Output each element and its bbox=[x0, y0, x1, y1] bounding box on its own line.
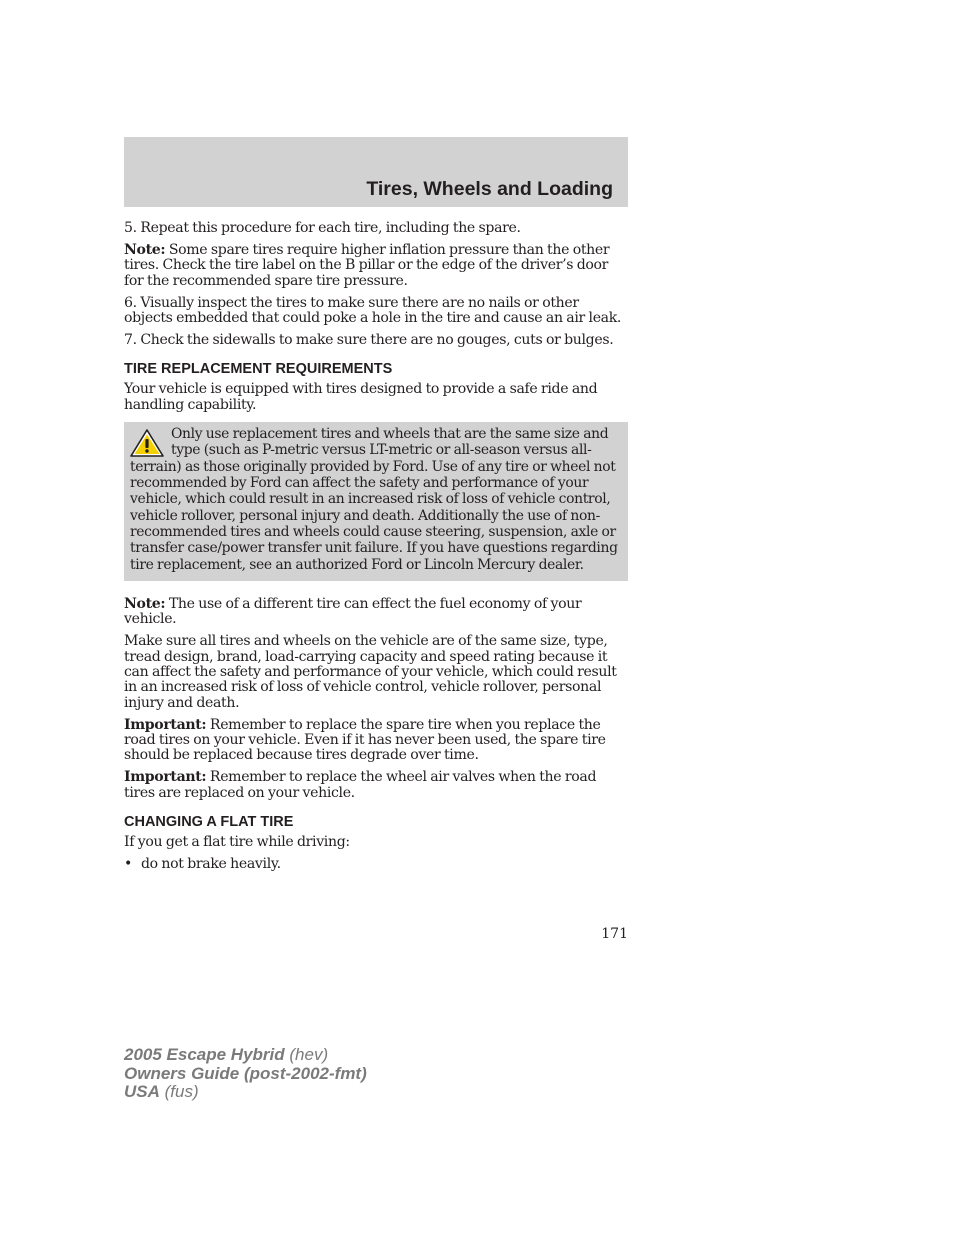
flat-tire-heading: CHANGING A FLAT TIRE bbox=[124, 814, 294, 831]
footer-line-3 bbox=[124, 1083, 367, 1102]
air-valves-important bbox=[124, 770, 628, 801]
spare-pressure-note bbox=[124, 243, 628, 289]
flat-tire-intro: If you get a flat tire while driving: bbox=[124, 834, 350, 851]
important-label: Important: bbox=[124, 769, 207, 786]
list-item-text: do not brake heavily. bbox=[141, 856, 281, 873]
step-5-paragraph: 5. Repeat this procedure for each tire, including the spare. bbox=[124, 220, 521, 236]
important-text: Remember to replace the wheel air valves when the road tires are replaced on your vehicle. bbox=[124, 769, 597, 801]
footer-line-2 bbox=[124, 1065, 367, 1084]
bullet-dot-icon: • bbox=[124, 856, 132, 873]
step-7-paragraph: 7. Check the sidewalls to make sure there are no gouges, cuts or bulges. bbox=[124, 331, 614, 348]
note-text: The use of a different tire can effect the fuel economy of your vehicle. bbox=[124, 595, 582, 628]
warning-box bbox=[124, 422, 628, 581]
document-footer bbox=[124, 1046, 367, 1102]
step-6-paragraph: 6. Visually inspect the tires to make sure there are no nails or other objects embedded that could poke a hole in the tire and cause an air leak. bbox=[124, 294, 622, 327]
same-size-paragraph: Make sure all tires and wheels on the vehicle are of the same size, type, tread design, brand, load-carrying capacity and speed rating because it can affect the safety and performance of your vehicle, which could result in an increased risk of loss of vehicle control, vehicle rollover, personal injury and death. bbox=[124, 633, 617, 711]
section-title: Tires, Wheels and Loading bbox=[366, 178, 613, 200]
page-number: 171 bbox=[601, 926, 628, 942]
footer-line-1 bbox=[124, 1046, 367, 1065]
section-header-band bbox=[124, 137, 628, 207]
footer-guide: Owners Guide (post-2002-fmt) bbox=[124, 1063, 367, 1083]
page-content bbox=[124, 221, 628, 873]
tire-replacement-intro: Your vehicle is equipped with tires designed to provide a safe ride and handling capability. bbox=[124, 381, 598, 413]
note-text: Some spare tires require higher inflation pressure than the other tires. Check the tire label on the B pillar or the edge of the driver’s door for the recommended spare tire pressure. bbox=[124, 241, 610, 289]
footer-model: 2005 Escape Hybrid bbox=[124, 1045, 285, 1064]
spare-replace-important bbox=[124, 718, 628, 764]
fuel-economy-note bbox=[124, 597, 628, 628]
footer-model-code: (hev) bbox=[284, 1045, 329, 1064]
warning-triangle-icon bbox=[129, 428, 165, 458]
footer-market: USA bbox=[124, 1082, 160, 1101]
footer-market-code: (fus) bbox=[159, 1082, 199, 1101]
warning-text: Only use replacement tires and wheels that are the same size and type (such as P-metric versus LT-metric or all-season versus all-terrain) as those originally provided by Ford. Use of any tire or wheel not recommended by Ford can affect the safety and performance of your vehicle, which could result in an increased risk of loss of vehicle control, vehicle rollover, personal injury and death. Additionally the use of non-recommended tires and wheels could cause steering, suspension, axle or transfer case/power transfer unit failure. If you have questions regarding tire replacement, see an authorized Ford or Lincoln Mercury dealer. bbox=[130, 426, 618, 573]
important-text: Remember to replace the spare tire when you replace the road tires on your vehicle. Even if it has never been used, the spare tire should be replaced because tires degrade over time. bbox=[124, 716, 606, 764]
important-label: Important: bbox=[124, 716, 207, 733]
tire-replacement-heading: TIRE REPLACEMENT REQUIREMENTS bbox=[124, 361, 393, 378]
list-item bbox=[124, 857, 628, 872]
note-label: Note: bbox=[124, 241, 166, 258]
note-label: Note: bbox=[124, 595, 166, 612]
